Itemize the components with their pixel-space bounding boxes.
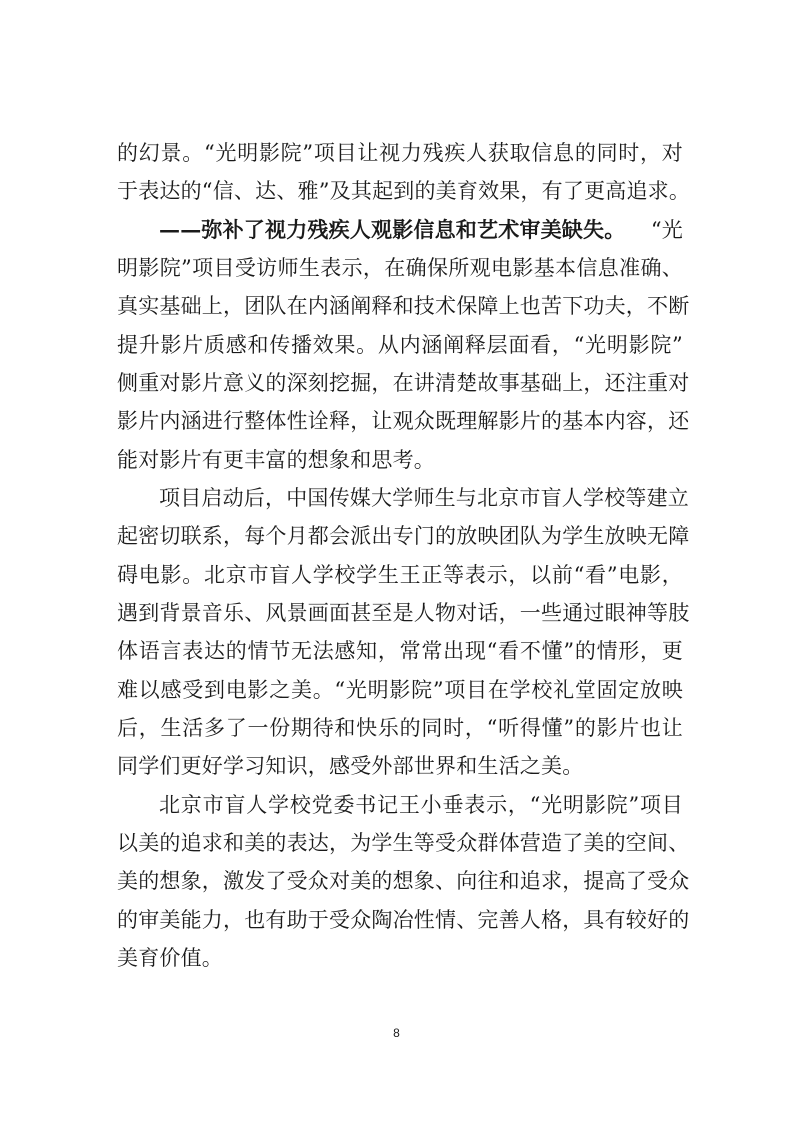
body-text-line: 同学们更好学习知识，感受外部世界和生活之美。	[117, 754, 584, 778]
body-text-line: 的幻景。“光明影院”项目让视力残疾人获取信息的同时，对	[117, 141, 683, 165]
section-heading: ——弥补了视力残疾人观影信息和艺术审美缺失。	[159, 217, 626, 242]
body-text-line: 侧重对影片意义的深刻挖掘，在讲清楚故事基础上，还注重对	[117, 371, 690, 395]
section-heading-line	[159, 211, 683, 249]
body-text-line: 能对影片有更丰富的想象和思考。	[117, 448, 435, 472]
body-text-line: 的审美能力，也有助于受众陶冶性情、完善人格，具有较好的	[117, 908, 690, 932]
body-text-line: 美的想象，激发了受众对美的想象、向往和追求，提高了受众	[117, 869, 690, 893]
body-text-line: 体语言表达的情节无法感知，常常出现“看不懂”的情形，更	[117, 639, 683, 663]
body-text-line: 明影院”项目受访师生表示，在确保所观电影基本信息准确、	[117, 256, 683, 280]
body-text-line: 提升影片质感和传播效果。从内涵阐释层面看，“光明影院”	[117, 333, 683, 357]
page-number: 8	[393, 1026, 400, 1040]
body-text-line: 起密切联系，每个月都会派出专门的放映团队为学生放映无障	[117, 524, 690, 548]
body-text-line: 碍电影。北京市盲人学校学生王正等表示，以前“看”电影，	[117, 563, 683, 587]
body-text-line: 影片内涵进行整体性诠释，让观众既理解影片的基本内容，还	[117, 409, 690, 433]
body-text-line: 难以感受到电影之美。“光明影院”项目在学校礼堂固定放映	[117, 678, 683, 702]
body-text-line: 遇到背景音乐、风景画面甚至是人物对话，一些通过眼神等肢	[117, 601, 690, 625]
body-text-fragment: “光	[650, 218, 683, 242]
body-text-line: 于表达的“信、达、雅”及其起到的美育效果，有了更高追求。	[117, 179, 691, 203]
body-text-line: 真实基础上，团队在内涵阐释和技术保障上也苦下功夫，不断	[117, 294, 690, 318]
body-text-line: 美育价值。	[117, 946, 223, 970]
body-text-line: 以美的追求和美的表达，为学生等受众群体营造了美的空间、	[117, 831, 690, 855]
body-text-line: 项目启动后，中国传媒大学师生与北京市盲人学校等建立	[159, 486, 689, 510]
body-text-line: 后，生活多了一份期待和快乐的同时，“听得懂”的影片也让	[117, 716, 683, 740]
body-text-line: 北京市盲人学校党委书记王小垂表示，“光明影院”项目	[159, 793, 683, 817]
